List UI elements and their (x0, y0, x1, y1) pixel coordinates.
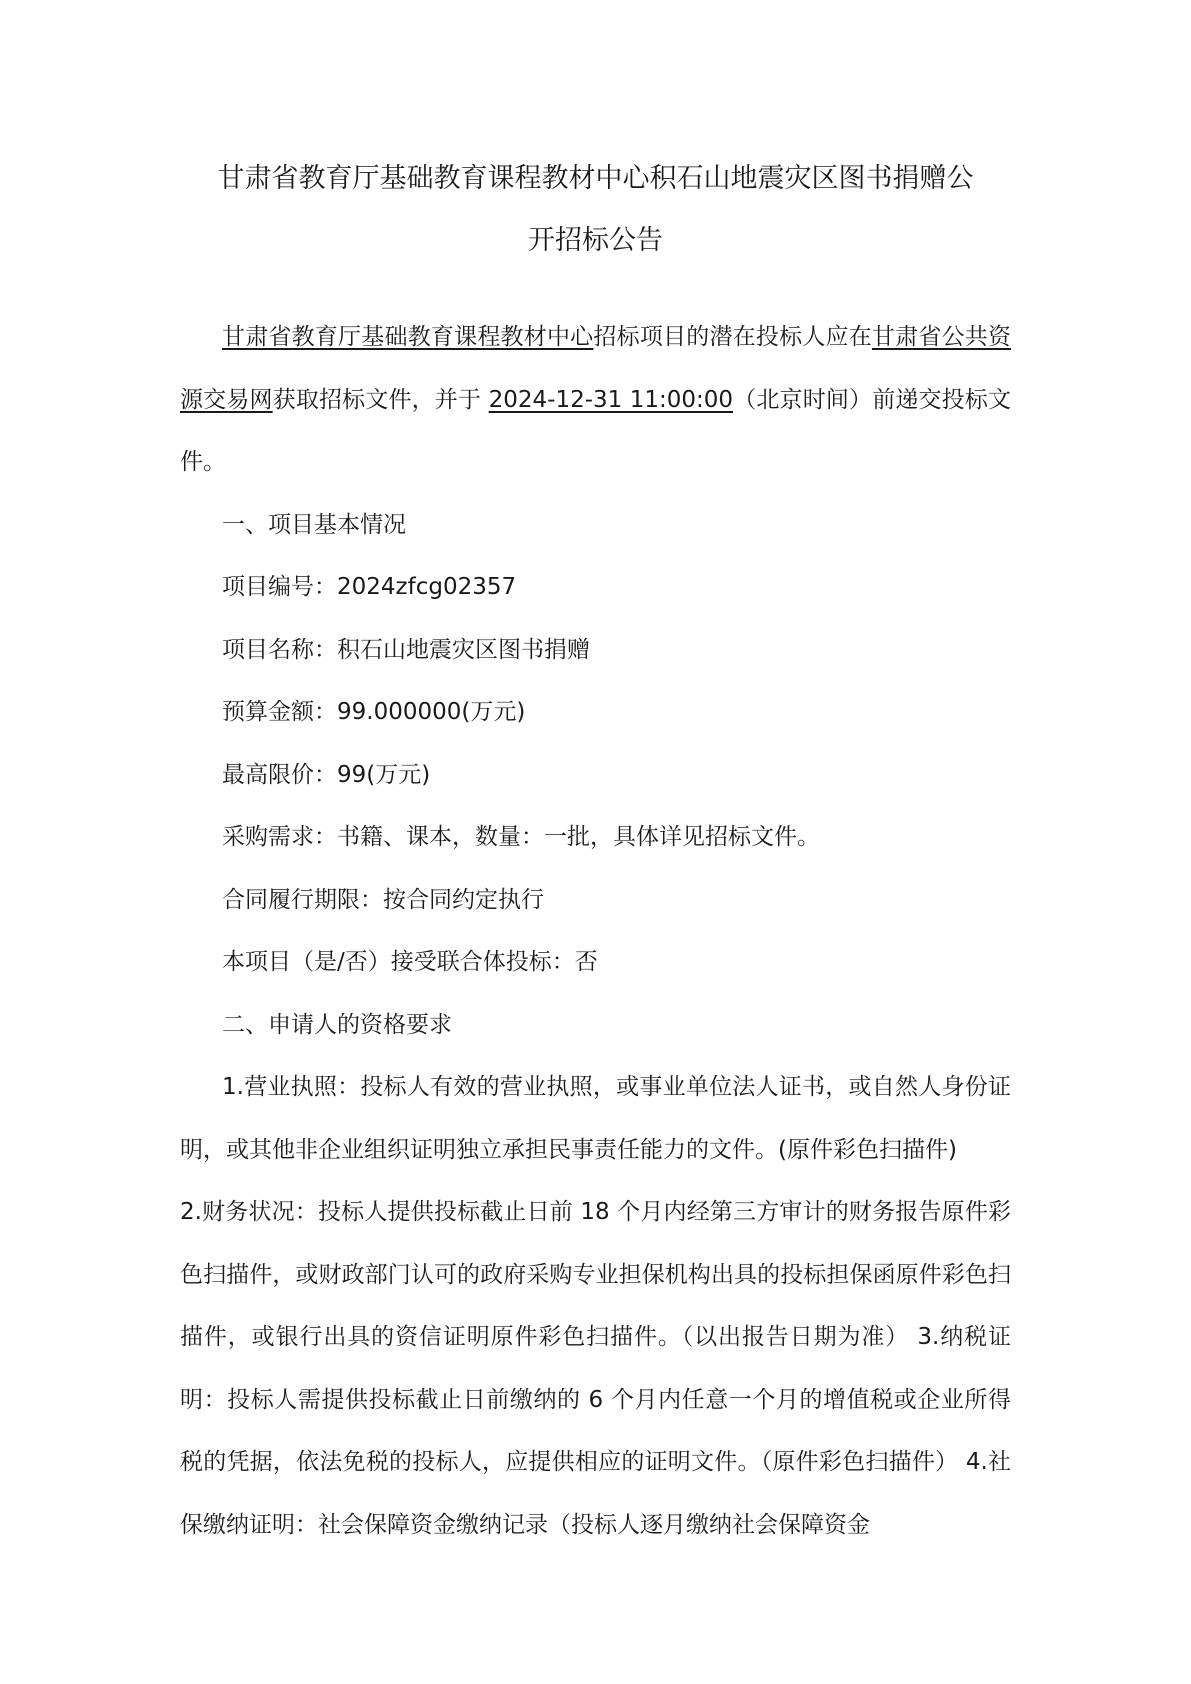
qualification-paragraph-1: 1.营业执照：投标人有效的营业执照，或事业单位法人证书，或自然人身份证明，或其他非企业组织证明独立承担民事责任能力的文件。(原件彩色扫描件) (180, 1074, 1011, 1163)
section-2-heading: 二、申请人的资格要求 (222, 1011, 452, 1038)
max-price: 最高限价：99(万元) (222, 761, 431, 788)
deadline: 2024-12-31 11:00:00 (488, 386, 734, 413)
budget-amount: 预算金额：99.000000(万元) (222, 699, 526, 725)
project-number: 项目编号：2024zfcg02357 (222, 574, 517, 600)
intro-text-1: 招标项目的潜在投标人应在 (593, 324, 872, 350)
contract-period: 合同履行期限：按合同约定执行 (222, 886, 544, 913)
procurement-requirement: 采购需求：书籍、课本，数量：一批，具体详见招标文件。 (222, 824, 820, 850)
consortium-bidding: 本项目（是/否）接受联合体投标：否 (222, 949, 598, 975)
project-name: 项目名称：积石山地震灾区图书捐赠 (222, 636, 590, 663)
intro-paragraph (180, 306, 1011, 494)
platform-name: 甘肃省公共资源交易网 (180, 324, 1012, 413)
title-line-1: 甘肃省教育厅基础教育课程教材中心积石山地震灾区图书捐赠公 (217, 163, 974, 194)
document-title (180, 148, 1011, 272)
purchaser-name: 甘肃省教育厅基础教育课程教材中心 (222, 324, 594, 350)
intro-text-3: （北京时间）前递交投标文件。 (180, 386, 1012, 475)
title-line-2: 开招标公告 (528, 225, 663, 256)
intro-text-2: 获取招标文件，并于 (272, 386, 489, 413)
section-1-heading: 一、项目基本情况 (222, 511, 406, 538)
qualification-paragraph-2: 2.财务状况：投标人提供投标截止日前 18 个月内经第三方审计的财务报告原件彩色扫描件，或财政部门认可的政府采购专业担保机构出具的投标担保函原件彩色扫描件，或银行出具的资信证明原件彩色扫描件。（以出报告日期为准） 3.纳税证明：投标人需提供投标截止日前缴纳的 6 个月内任意一个月的增值税或企业所得税的凭据，依法免税的投标人，应提供相应的证明文件。（原件彩色扫描件） 4.社保缴纳证明：社会保障资金缴纳记录（投标人逐月缴纳社会保障资金 (180, 1199, 1011, 1538)
document-body (180, 306, 1011, 1556)
